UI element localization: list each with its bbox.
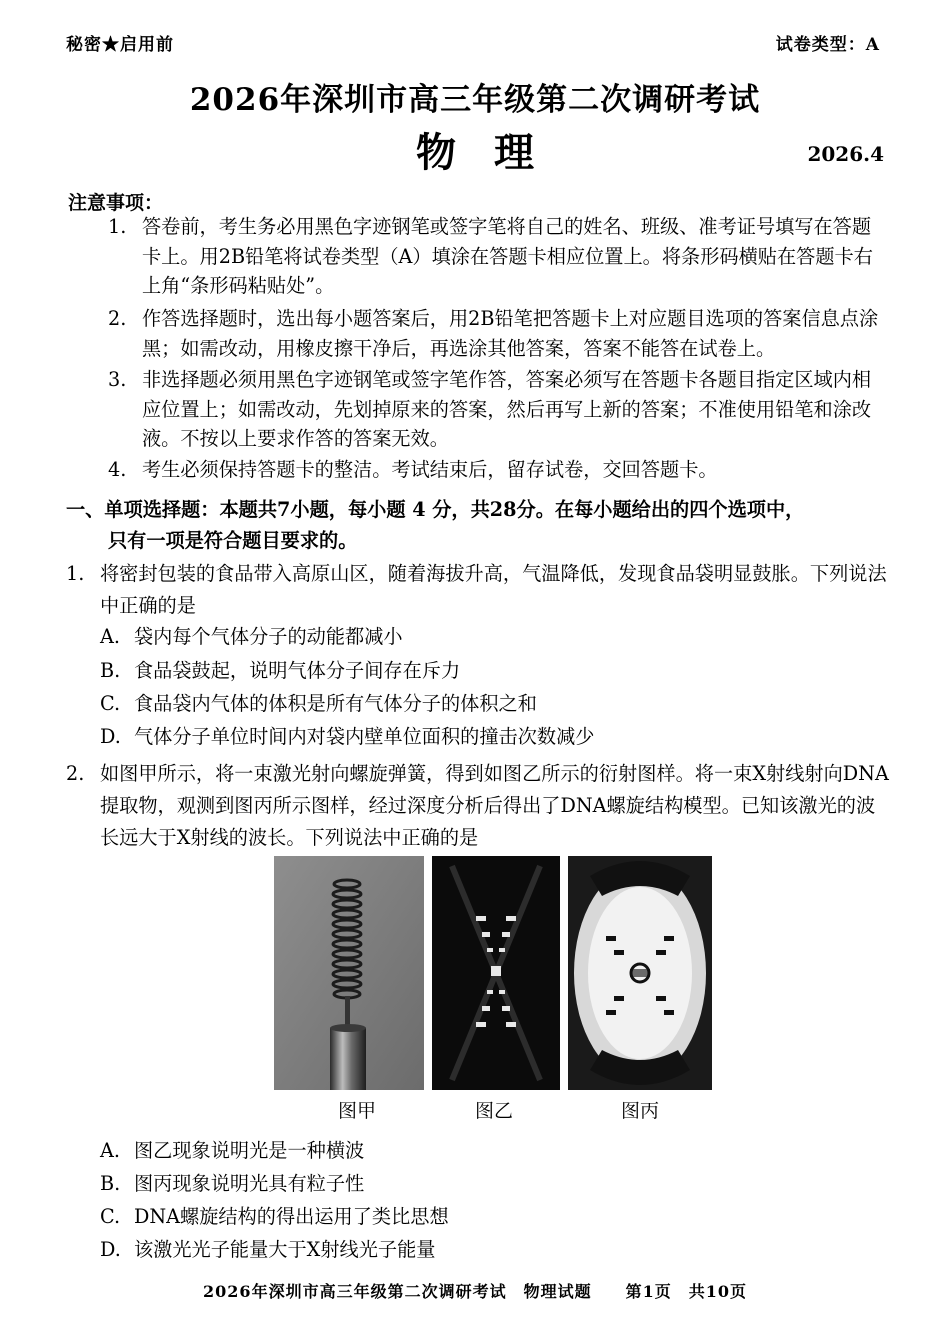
option-label: A. (100, 1139, 120, 1162)
figure-caption-b: 图乙 (474, 1100, 513, 1122)
question-number: 2. (66, 762, 85, 785)
option-label: D. (100, 1238, 121, 1261)
notice-title: 注意事项： (68, 192, 164, 214)
figure-caption-a: 图甲 (337, 1100, 376, 1122)
notice-item-text: 考生必须保持答题卡的整洁。考试结束后，留存试卷，交回答题卡。 (142, 458, 718, 481)
q2-option-b (100, 1169, 364, 1199)
q1-option-c (100, 689, 537, 719)
option-label: B. (100, 659, 121, 682)
section-heading (66, 494, 892, 556)
subject-title: 物理 (416, 129, 572, 176)
option-label: C. (100, 1205, 121, 1228)
option-text: 图乙现象说明光是一种横波 (134, 1139, 365, 1162)
notice-item-text: 非选择题必须用黑色字迹钢笔或签字笔作答，答案必须写在答题卡各题目指定区域内相应位置上；如需改动，先划掉原来的答案，然后再写上新的答案；不准使用铅笔和涂改液。不按以上要求作答的答案无效。 (142, 368, 872, 450)
option-text: 食品袋鼓起，说明气体分子间存在斥力 (134, 659, 461, 682)
notice-item-4 (108, 455, 890, 485)
q2-option-a (100, 1136, 364, 1166)
q1-option-a (100, 622, 403, 652)
notice-item-1 (108, 212, 890, 301)
option-label: C. (100, 692, 121, 715)
option-label: A. (100, 625, 120, 648)
notice-item-number: 1. (108, 215, 127, 238)
figure-caption-c: 图丙 (620, 1100, 659, 1122)
notice-item-3 (108, 365, 890, 454)
option-text: 气体分子单位时间内对袋内壁单位面积的撞击次数减少 (134, 725, 595, 748)
q1-option-d (100, 722, 595, 752)
question-stem: 如图甲所示，将一束激光射向螺旋弹簧，得到如图乙所示的衍射图样。将一束X射线射向DNA提取物，观测到图丙所示图样，经过深度分析后得出了DNA螺旋结构模型。已知该激光的波长远大于X射线的波长。下列说法中正确的是 (100, 762, 889, 849)
exam-title: 2026年深圳市高三年级第二次调研考试 (189, 82, 761, 118)
q2-option-c (100, 1202, 449, 1232)
notice-item-number: 4. (108, 458, 127, 481)
option-text: 图丙现象说明光具有粒子性 (134, 1172, 365, 1195)
option-label: D. (100, 725, 121, 748)
notice-item-2 (108, 304, 890, 363)
section-heading-line2: 只有一项是符合题目要求的。 (108, 529, 358, 552)
page-footer: 2026年深圳市高三年级第二次调研考试 物理试题 第1页 共10页 (203, 1282, 747, 1301)
option-text: 食品袋内气体的体积是所有气体分子的体积之和 (134, 692, 537, 715)
option-label: B. (100, 1172, 121, 1195)
notice-item-number: 3. (108, 368, 127, 391)
figure-spring-photo (274, 856, 424, 1090)
option-text: 该激光光子能量大于X射线光子能量 (134, 1238, 436, 1261)
option-text: DNA螺旋结构的得出运用了类比思想 (134, 1205, 449, 1228)
q2-option-d (100, 1235, 435, 1265)
question-number: 1. (66, 562, 85, 585)
figure-dna-xray-pattern (568, 856, 712, 1090)
question-1 (66, 558, 892, 622)
exam-date: 2026.4 (807, 142, 884, 166)
q1-option-b (100, 656, 460, 686)
notice-item-number: 2. (108, 307, 127, 330)
secret-mark: 秘密★启用前 (66, 35, 174, 55)
figure-diffraction-pattern (432, 856, 560, 1090)
question-2 (66, 758, 892, 854)
section-heading-line1: 一、单项选择题：本题共7小题，每小题 4 分，共28分。在每小题给出的四个选项中， (66, 498, 805, 521)
question-stem: 将密封包装的食品带入高原山区，随着海拔升高，气温降低，发现食品袋明显鼓胀。下列说法中正确的是 (100, 562, 887, 617)
option-text: 袋内每个气体分子的动能都减小 (134, 625, 403, 648)
notice-item-text: 答卷前，考生务必用黑色字迹钢笔或签字笔将自己的姓名、班级、准考证号填写在答题卡上。用2B铅笔将试卷类型（A）填涂在答题卡相应位置上。将条形码横贴在答题卡右上角“条形码粘贴处”。 (142, 215, 873, 297)
notice-item-text: 作答选择题时，选出每小题答案后，用2B铅笔把答题卡上对应题目选项的答案信息点涂黑；如需改动，用橡皮擦干净后，再选涂其他答案，答案不能答在试卷上。 (142, 307, 879, 360)
paper-type: 试卷类型：A (775, 35, 880, 55)
